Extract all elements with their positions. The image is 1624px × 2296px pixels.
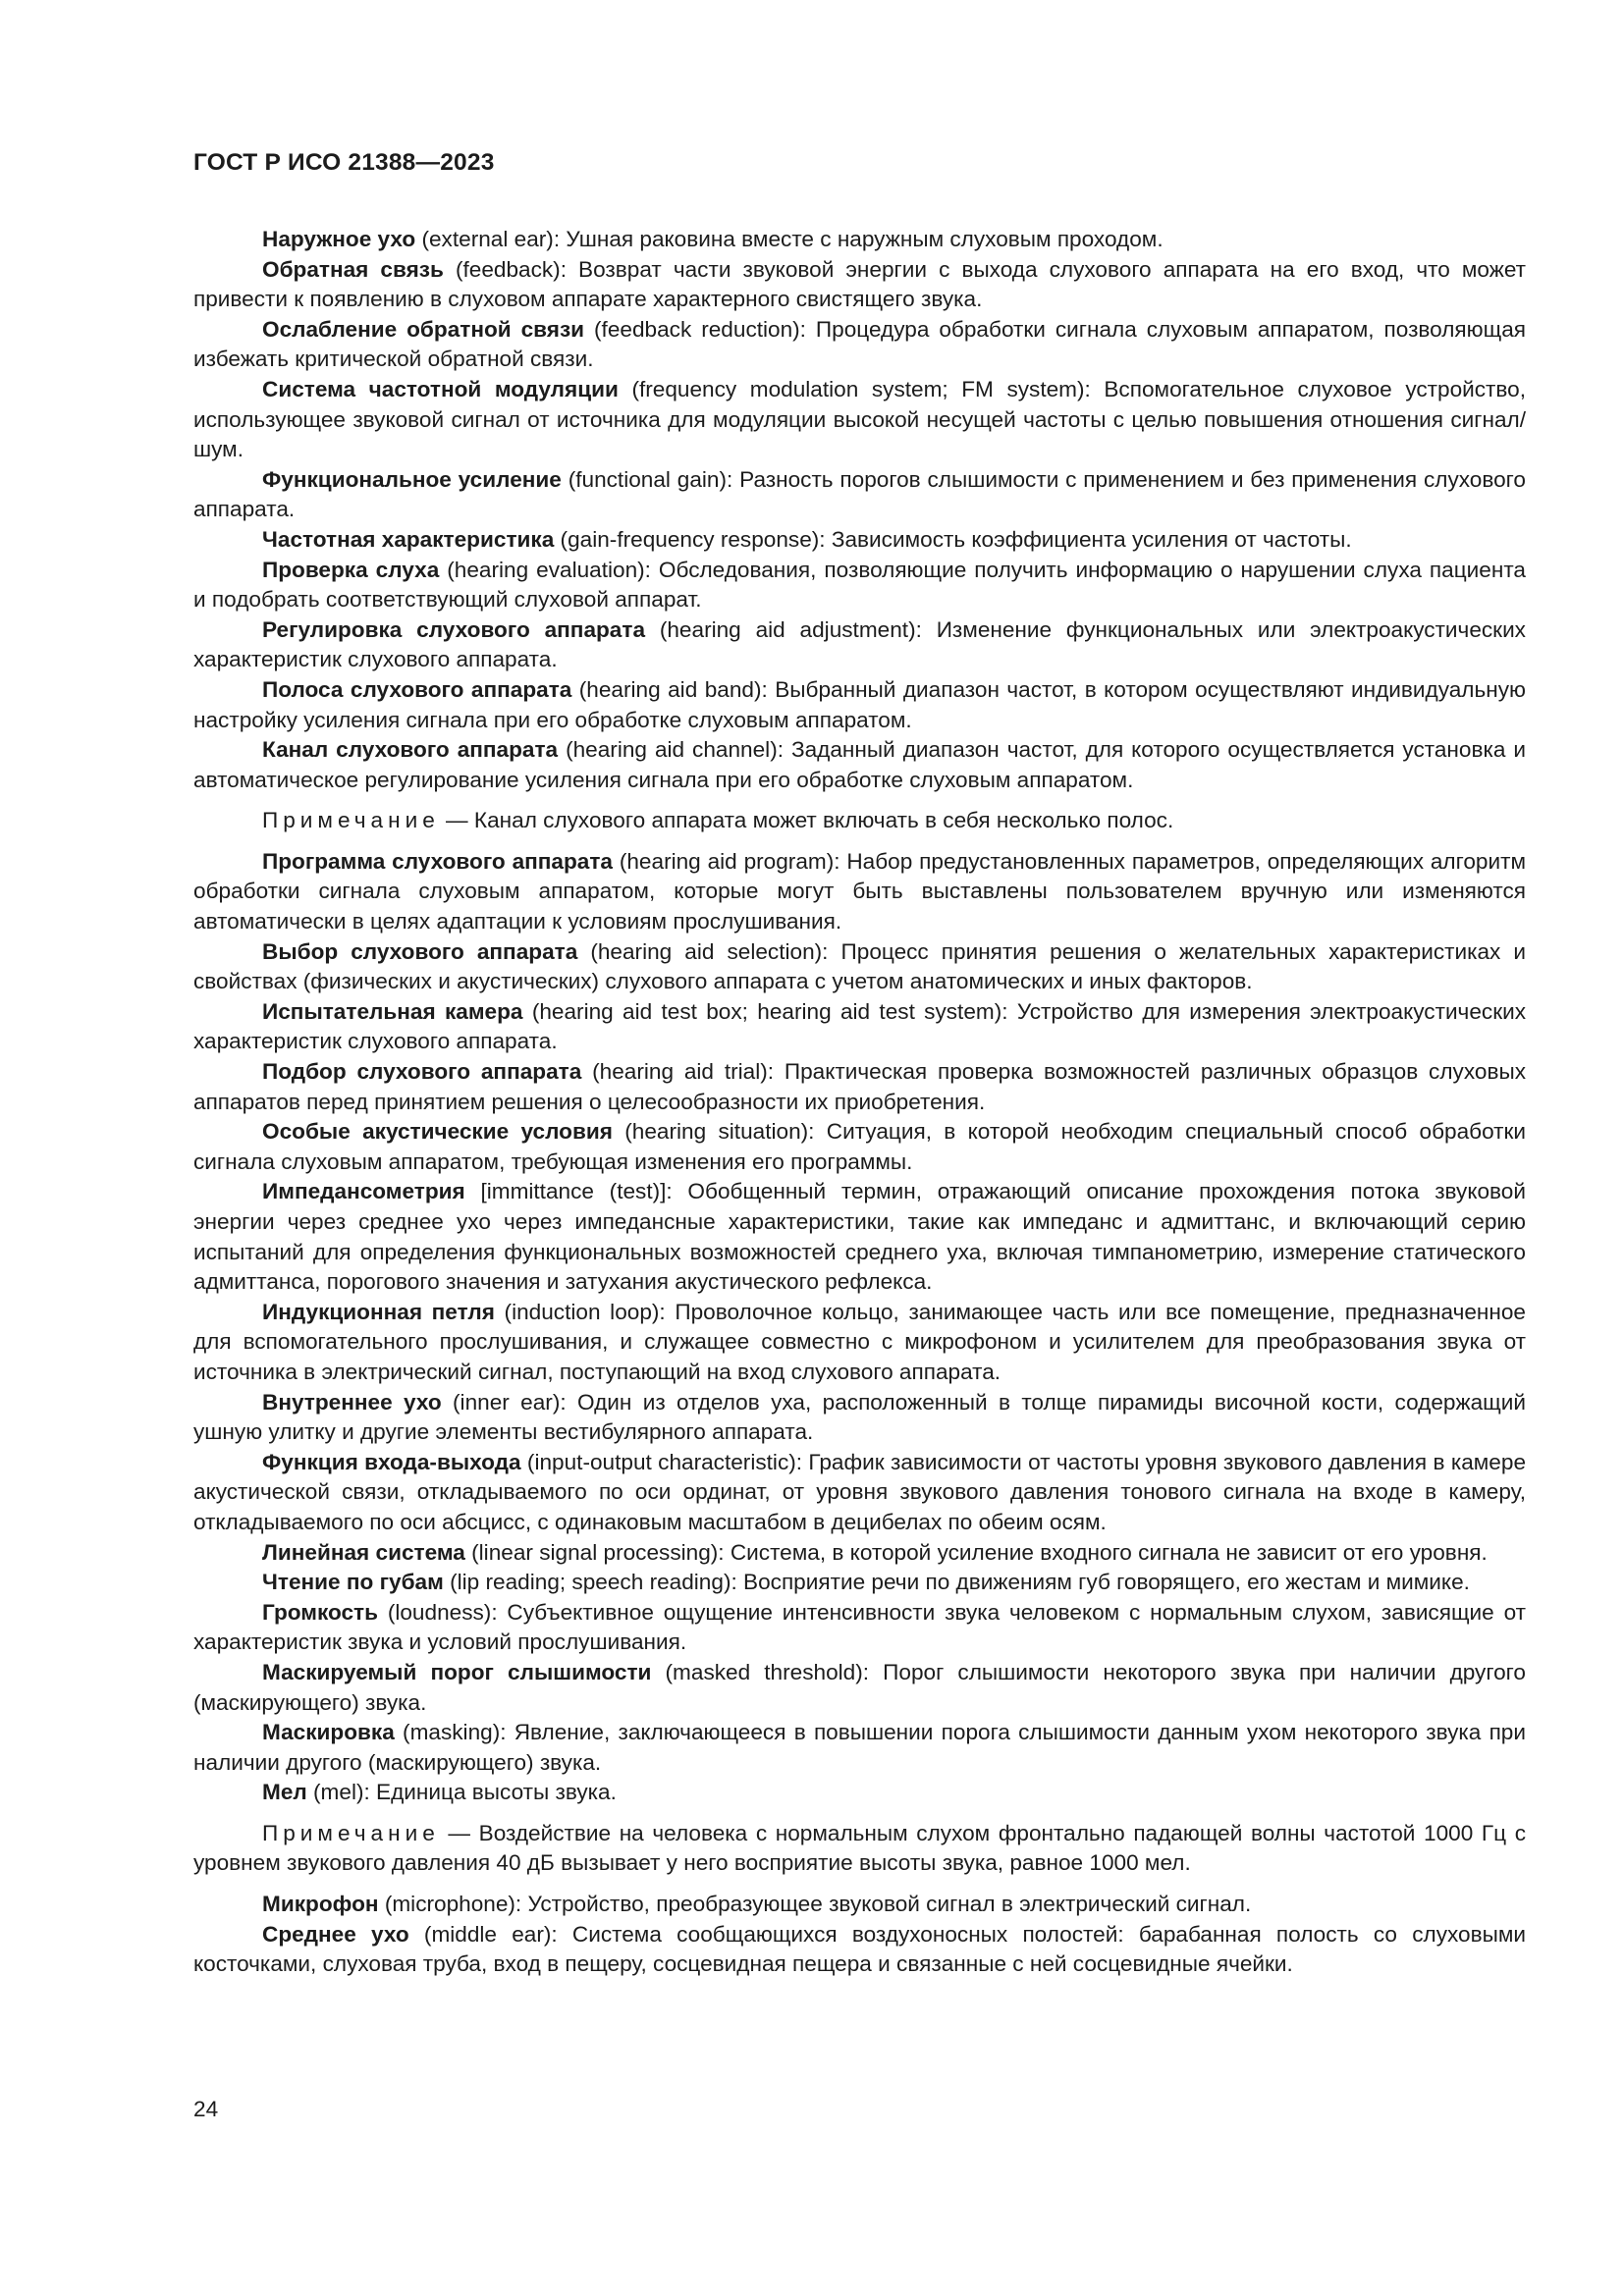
term-definition bbox=[193, 1658, 1526, 1718]
term-name: Громкость bbox=[262, 1599, 378, 1625]
term-definition bbox=[193, 735, 1526, 795]
term-name: Особые акустические условия bbox=[262, 1119, 613, 1145]
term-description: (feedback): Возврат части звуковой энергии с выхода слухового аппарата на его вход, что может привести к появлению в слуховом аппарате характерного свистящего звука. bbox=[193, 256, 1526, 312]
term-definition bbox=[193, 375, 1526, 465]
term-definition bbox=[193, 937, 1526, 997]
term-definition bbox=[193, 847, 1526, 937]
term-description: (functional gain): Разность порогов слышимости с применением и без применения слухового аппарата. bbox=[193, 466, 1526, 522]
term-name: Чтение по губам bbox=[262, 1570, 444, 1595]
term-definition bbox=[193, 1920, 1526, 1980]
term-description: (mel): Единица высоты звука. bbox=[306, 1780, 617, 1805]
term-name: Мел bbox=[262, 1780, 307, 1805]
term-description: [immittance (test)]: Обобщенный термин, отражающий описание прохождения потока звуковой энергии через среднее ухо через импедансные характеристики, такие как импеданс и адмиттанс, и включающий серию испытаний для определения функциональных возможностей среднего уха, включая тимпанометрию, измерение статического адмиттанса, порогового значения и затухания акустического рефлекса. bbox=[193, 1179, 1526, 1295]
term-name: Линейная система bbox=[262, 1539, 465, 1565]
term-definition bbox=[193, 465, 1526, 525]
term-description: (frequency modulation system; FM system): Вспомогательное слуховое устройство, использующее звуковой сигнал от источника для модуляции высокой несущей частоты с целью повышения отношения сигнал/шум. bbox=[193, 376, 1526, 462]
term-definition bbox=[193, 1718, 1526, 1778]
term-definition bbox=[193, 255, 1526, 315]
term-definition bbox=[193, 1177, 1526, 1297]
term-name: Выбор слухового аппарата bbox=[262, 938, 578, 964]
term-name: Маскировка bbox=[262, 1720, 395, 1745]
term-name: Программа слухового аппарата bbox=[262, 848, 613, 874]
term-name: Проверка слуха bbox=[262, 557, 440, 582]
term-description: (hearing aid adjustment): Изменение функциональных или электроакустических характеристик слухового аппарата. bbox=[193, 616, 1526, 672]
term-name: Испытательная камера bbox=[262, 998, 523, 1024]
term-definition bbox=[193, 1890, 1526, 1920]
note-label: Примечание bbox=[262, 1820, 440, 1845]
term-definition bbox=[193, 556, 1526, 615]
term-definition bbox=[193, 1598, 1526, 1658]
term-description: (hearing aid band): Выбранный диапазон частот, в котором осуществляют индивидуальную настройку усиления сигнала при его обработке слуховым аппаратом. bbox=[193, 676, 1526, 732]
term-description: (microphone): Устройство, преобразующее звуковой сигнал в электрический сигнал. bbox=[378, 1892, 1252, 1917]
term-name: Функциональное усиление bbox=[262, 466, 562, 492]
term-description: (hearing aid trial): Практическая проверка возможностей различных образцов слуховых аппаратов перед принятием решения о целесообразности их приобретения. bbox=[193, 1059, 1526, 1114]
document-body bbox=[193, 225, 1526, 1980]
term-definition bbox=[193, 997, 1526, 1057]
term-definition bbox=[193, 1568, 1526, 1598]
term-name: Полоса слухового аппарата bbox=[262, 676, 572, 702]
term-name: Импедансометрия bbox=[262, 1179, 465, 1204]
term-definition bbox=[193, 1538, 1526, 1569]
note-paragraph bbox=[193, 1819, 1526, 1879]
term-description: (external ear): Ушная раковина вместе с наружным слуховым проходом. bbox=[415, 227, 1164, 251]
term-description: (feedback reduction): Процедура обработки сигнала слуховым аппаратом, позволяющая избежать критической обратной связи. bbox=[193, 316, 1526, 372]
term-name: Микрофон bbox=[262, 1892, 379, 1917]
term-name: Наружное ухо bbox=[262, 227, 416, 251]
term-description: (hearing aid test box; hearing aid test system): Устройство для измерения электроакустических характеристик слухового аппарата. bbox=[193, 998, 1526, 1054]
term-name: Функция входа-выхода bbox=[262, 1449, 521, 1474]
term-definition bbox=[193, 675, 1526, 735]
term-name: Частотная характеристика bbox=[262, 526, 555, 552]
term-definition bbox=[193, 1778, 1526, 1808]
note-label: Примечание bbox=[262, 808, 440, 833]
term-name: Система частотной модуляции bbox=[262, 376, 619, 401]
term-definition bbox=[193, 525, 1526, 556]
term-name: Маскируемый порог слышимости bbox=[262, 1659, 652, 1684]
term-description: (hearing situation): Ситуация, в которой необходим специальный способ обработки сигнала слуховым аппаратом, требующая изменения его программы. bbox=[193, 1119, 1527, 1174]
term-name: Среднее ухо bbox=[262, 1921, 409, 1947]
term-definition bbox=[193, 1388, 1526, 1448]
term-definition bbox=[193, 1057, 1526, 1117]
term-description: (middle ear): Система сообщающихся воздухоносных полостей: барабанная полость со слуховыми косточками, слуховая труба, вход в пещеру, сосцевидная пещера и связанные с ней сосцевидные ячейки. bbox=[193, 1921, 1526, 1977]
term-description: (lip reading; speech reading): Восприятие речи по движениям губ говорящего, его жестам и мимике. bbox=[443, 1570, 1470, 1595]
term-description: (inner ear): Один из отделов уха, расположенный в толще пирамиды височной кости, содержащий ушную улитку и другие элементы вестибулярного аппарата. bbox=[193, 1389, 1526, 1445]
term-description: (input-output characteristic): График зависимости от частоты уровня звукового давления в камере акустической связи, откладываемого по оси ординат, от уровня звукового давления тонового сигнала на входе в камеру, откладываемого по оси абсцисс, с одинаковым масштабом в децибелах по обеим осям. bbox=[193, 1449, 1527, 1534]
term-description: (hearing evaluation): Обследования, позволяющие получить информацию о нарушении слуха пациента и подобрать соответствующий слуховой аппарат. bbox=[193, 557, 1526, 613]
term-description: (masking): Явление, заключающееся в повышении порога слышимости данным ухом некоторого звука при наличии другого (маскирующего) звука. bbox=[193, 1720, 1526, 1775]
term-name: Подбор слухового аппарата bbox=[262, 1059, 582, 1085]
term-description: (linear signal processing): Система, в которой усиление входного сигнала не зависит от его уровня. bbox=[464, 1539, 1488, 1565]
term-description: (loudness): Субъективное ощущение интенсивности звука человеком с нормальным слухом, зависящие от характеристик звука и условий прослушивания. bbox=[193, 1599, 1526, 1655]
term-definition bbox=[193, 225, 1526, 255]
term-definition bbox=[193, 315, 1526, 375]
term-description: (induction loop): Проволочное кольцо, занимающее часть или все помещение, предназначенное для вспомогательного прослушивания, и служащее совместно с микрофоном и усилителем для преобразования звука от источника в электрический сигнал, поступающий на вход слухового аппарата. bbox=[193, 1299, 1526, 1384]
term-description: (hearing aid channel): Заданный диапазон частот, для которого осуществляется установка и автоматическое регулирование усиления сигнала при его обработке слуховым аппаратом. bbox=[193, 737, 1527, 792]
term-name: Канал слухового аппарата bbox=[262, 737, 559, 763]
note-text: — Воздействие на человека с нормальным слухом фронтально падающей волны частотой 1000 Гц с уровнем звукового давления 40 дБ вызывает у него восприятие высоты звука, равное 1000 мел. bbox=[193, 1820, 1526, 1876]
term-definition bbox=[193, 1298, 1526, 1388]
term-description: (hearing aid program): Набор предустановленных параметров, определяющих алгоритм обработки сигнала слуховым аппаратом, которые могут быть выставлены пользователем вручную или изменяются автоматически в целях адаптации к условиям прослушивания. bbox=[193, 848, 1526, 934]
term-description: (gain-frequency response): Зависимость коэффициента усиления от частоты. bbox=[554, 526, 1352, 552]
term-definition bbox=[193, 615, 1526, 675]
page-number: 24 bbox=[193, 2097, 219, 2121]
note-text: — Канал слухового аппарата может включать в себя несколько полос. bbox=[439, 808, 1174, 833]
term-definition bbox=[193, 1448, 1526, 1538]
term-name: Обратная связь bbox=[262, 256, 444, 282]
term-name: Регулировка слухового аппарата bbox=[262, 616, 646, 642]
page-header: ГОСТ Р ИСО 21388—2023 bbox=[193, 149, 495, 176]
term-name: Индукционная петля bbox=[262, 1299, 495, 1324]
term-name: Ослабление обратной связи bbox=[262, 316, 585, 342]
term-definition bbox=[193, 1117, 1526, 1177]
term-description: (masked threshold): Порог слышимости некоторого звука при наличии другого (маскирующего) звука. bbox=[193, 1659, 1526, 1715]
term-description: (hearing aid selection): Процесс принятия решения о желательных характеристиках и свойствах (физических и акустических) слухового аппарата с учетом анатомических и иных факторов. bbox=[193, 938, 1527, 994]
term-name: Внутреннее ухо bbox=[262, 1389, 442, 1415]
note-paragraph bbox=[193, 806, 1526, 836]
